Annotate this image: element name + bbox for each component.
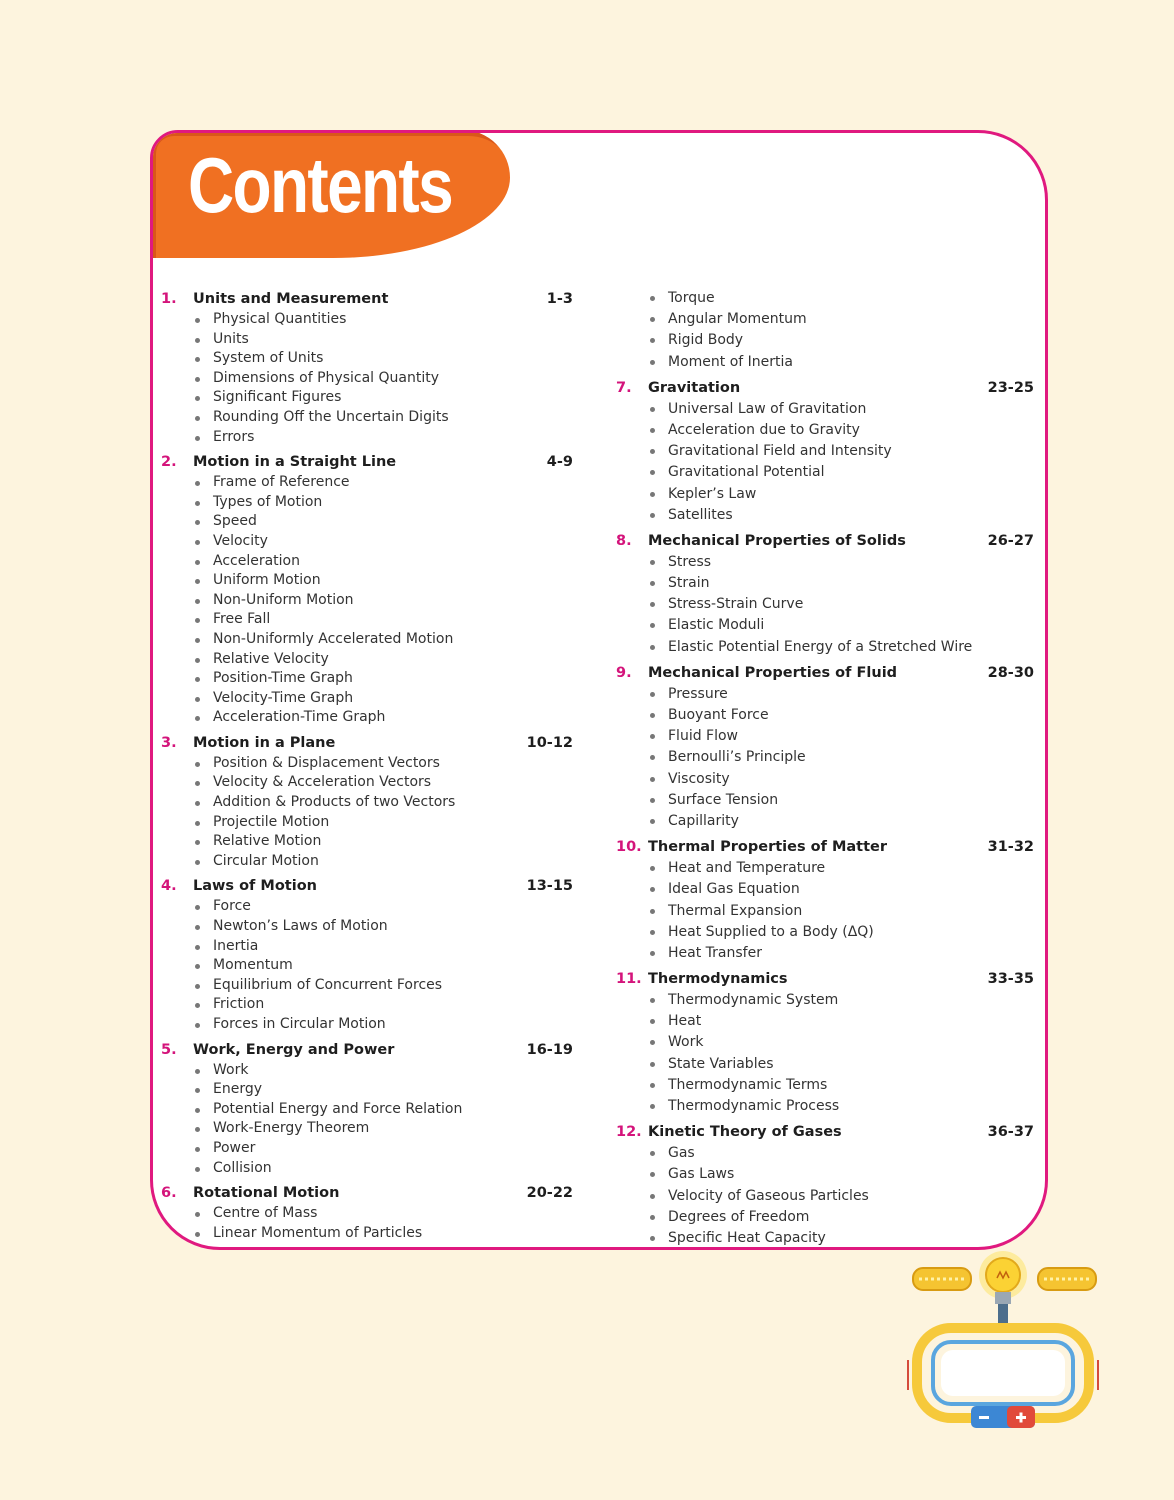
topic-item: Potential Energy and Force Relation	[161, 1100, 573, 1120]
topic-item: Stress	[616, 552, 1034, 573]
toc-chapter	[616, 968, 1034, 1117]
topic-item: Physical Quantities	[161, 310, 573, 330]
topic-item: Work	[161, 1061, 573, 1081]
topic-list	[161, 754, 573, 872]
topic-item: Centre of Mass	[161, 1204, 573, 1224]
topic-item: Angular Momentum	[616, 309, 1034, 330]
chapter-pages: 33-35	[987, 971, 1034, 988]
topic-item: Acceleration due to Gravity	[616, 420, 1034, 441]
toc-left-column	[161, 288, 573, 1247]
chapter-pages: 1-3	[546, 291, 573, 307]
chapter-number: 11.	[616, 971, 642, 988]
toc-chapter	[616, 1121, 1034, 1249]
chapter-number: 6.	[161, 1185, 177, 1202]
topic-item: Gas	[616, 1143, 1034, 1164]
topic-item: Satellites	[616, 505, 1034, 526]
topic-item: Inertia	[161, 937, 573, 957]
chapter-heading	[616, 968, 1034, 990]
topic-item: Ideal Gas Equation	[616, 879, 1034, 900]
chapter-pages: 26-27	[987, 532, 1034, 549]
topic-list	[161, 1204, 573, 1243]
circuit-wire	[908, 1328, 1098, 1418]
topic-list	[616, 858, 1034, 964]
topic-item: Speed	[161, 512, 573, 532]
topic-item: Heat and Temperature	[616, 858, 1034, 879]
topic-item: Forces in Circular Motion	[161, 1015, 573, 1035]
chapter-pages: 20-22	[526, 1185, 573, 1202]
topic-item: Heat Transfer	[616, 943, 1034, 964]
topic-item: Newton’s Laws of Motion	[161, 917, 573, 937]
chapter-heading	[161, 875, 573, 897]
toc-chapter	[616, 288, 1034, 373]
chapter-number: 12.	[616, 1124, 642, 1141]
topic-item: Kepler’s Law	[616, 484, 1034, 505]
topic-item: Position-Time Graph	[161, 669, 573, 689]
chapter-title: Thermodynamics	[648, 971, 788, 988]
topic-item: Elastic Moduli	[616, 615, 1034, 636]
topic-item: Significant Figures	[161, 388, 573, 408]
chapter-pages: 28-30	[987, 664, 1034, 681]
topic-item: Viscosity	[616, 769, 1034, 790]
topic-item: Friction	[161, 995, 573, 1015]
topic-item: Non-Uniform Motion	[161, 591, 573, 611]
topic-item: System of Units	[161, 349, 573, 369]
topic-item: Gravitational Field and Intensity	[616, 441, 1034, 462]
chapter-number: 9.	[616, 664, 632, 681]
toc-chapter	[616, 530, 1034, 658]
topic-item: Addition & Products of two Vectors	[161, 793, 573, 813]
chapter-pages: 13-15	[526, 878, 573, 895]
topic-item: Buoyant Force	[616, 705, 1034, 726]
chapter-title: Motion in a Plane	[193, 734, 336, 751]
resistor-left	[913, 1268, 971, 1290]
topic-item: Capillarity	[616, 811, 1034, 832]
topic-list	[161, 1061, 573, 1179]
chapter-number: 1.	[161, 291, 177, 307]
chapter-heading	[616, 662, 1034, 684]
chapter-title: Mechanical Properties of Fluid	[648, 664, 898, 681]
chapter-heading	[161, 451, 573, 473]
chapter-number: 7.	[616, 379, 632, 396]
topic-item: Non-Uniformly Accelerated Motion	[161, 630, 573, 650]
chapter-number: 3.	[161, 734, 177, 751]
chapter-pages: 10-12	[526, 734, 573, 751]
light-bulb-icon	[979, 1251, 1027, 1324]
topic-item: Elastic Potential Energy of a Stretched Wire	[616, 637, 1034, 658]
topic-item: Strain	[616, 573, 1034, 594]
topic-item: Relative Velocity	[161, 650, 573, 670]
topic-item: State Variables	[616, 1054, 1034, 1075]
toc-chapter	[161, 288, 573, 447]
topic-list	[616, 684, 1034, 832]
chapter-pages: 23-25	[987, 379, 1034, 396]
topic-item: Frame of Reference	[161, 473, 573, 493]
topic-item: Errors	[161, 428, 573, 448]
toc-chapter	[161, 451, 573, 728]
topic-item: Pressure	[616, 684, 1034, 705]
topic-item: Dimensions of Physical Quantity	[161, 369, 573, 389]
topic-item: Velocity & Acceleration Vectors	[161, 773, 573, 793]
topic-item: Free Fall	[161, 610, 573, 630]
topic-item: Relative Motion	[161, 832, 573, 852]
topic-list	[616, 1143, 1034, 1249]
chapter-title: Mechanical Properties of Solids	[648, 532, 906, 549]
topic-list	[616, 990, 1034, 1117]
topic-item: Work	[616, 1032, 1034, 1053]
toc-chapter	[616, 662, 1034, 832]
topic-item: Torque	[616, 288, 1034, 309]
circuit-illustration	[905, 1250, 1105, 1440]
topic-item: Acceleration-Time Graph	[161, 708, 573, 728]
topic-item: Units	[161, 330, 573, 350]
chapter-heading	[616, 836, 1034, 858]
chapter-number: 10.	[616, 839, 642, 856]
chapter-title: Motion in a Straight Line	[193, 454, 397, 471]
topic-item: Heat	[616, 1011, 1034, 1032]
topic-item: Bernoulli’s Principle	[616, 747, 1034, 768]
topic-list	[616, 288, 1034, 373]
topic-item: Moment of Inertia	[616, 352, 1034, 373]
topic-item: Velocity	[161, 532, 573, 552]
topic-item: Velocity of Gaseous Particles	[616, 1186, 1034, 1207]
resistor-right	[1038, 1268, 1096, 1290]
topic-item: Position & Displacement Vectors	[161, 754, 573, 774]
contents-card	[150, 130, 1048, 1250]
topic-item: Collision	[161, 1159, 573, 1179]
topic-item: Uniform Motion	[161, 571, 573, 591]
topic-item: Rigid Body	[616, 330, 1034, 351]
chapter-number: 5.	[161, 1041, 177, 1058]
chapter-heading	[161, 1039, 573, 1061]
topic-item: Power	[161, 1139, 573, 1159]
toc-right-column	[616, 288, 1034, 1250]
chapter-heading	[616, 530, 1034, 552]
chapter-pages: 4-9	[546, 454, 573, 471]
topic-item: Linear Momentum of Particles	[161, 1224, 573, 1244]
topic-list	[616, 399, 1034, 526]
topic-item: Gravitational Potential	[616, 462, 1034, 483]
chapter-heading	[616, 377, 1034, 399]
topic-item: Universal Law of Gravitation	[616, 399, 1034, 420]
topic-item: Stress-Strain Curve	[616, 594, 1034, 615]
chapter-heading	[161, 288, 573, 310]
battery-icon	[971, 1406, 1035, 1428]
topic-item: Circular Motion	[161, 852, 573, 872]
chapter-heading	[161, 732, 573, 754]
topic-item: Equilibrium of Concurrent Forces	[161, 976, 573, 996]
chapter-title: Work, Energy and Power	[193, 1041, 395, 1058]
toc-chapter	[161, 1182, 573, 1243]
topic-list	[161, 473, 573, 728]
chapter-title: Gravitation	[648, 379, 741, 396]
topic-item: Heat Supplied to a Body (ΔQ)	[616, 922, 1034, 943]
topic-list	[161, 310, 573, 447]
toc-chapter	[616, 836, 1034, 964]
topic-item: Thermodynamic System	[616, 990, 1034, 1011]
topic-item: Energy	[161, 1080, 573, 1100]
topic-item: Fluid Flow	[616, 726, 1034, 747]
chapter-pages: 16-19	[526, 1041, 573, 1058]
topic-item: Surface Tension	[616, 790, 1034, 811]
topic-item: Force	[161, 897, 573, 917]
topic-item: Thermodynamic Process	[616, 1096, 1034, 1117]
chapter-number: 8.	[616, 532, 632, 549]
topic-item: Thermal Expansion	[616, 901, 1034, 922]
chapter-title: Kinetic Theory of Gases	[648, 1124, 842, 1141]
contents-banner	[150, 130, 510, 258]
topic-item: Thermodynamic Terms	[616, 1075, 1034, 1096]
topic-item: Work-Energy Theorem	[161, 1119, 573, 1139]
chapter-number: 2.	[161, 454, 177, 471]
topic-list	[616, 552, 1034, 658]
topic-list	[161, 897, 573, 1034]
chapter-title: Laws of Motion	[193, 878, 317, 895]
chapter-pages: 36-37	[987, 1124, 1034, 1141]
toc-chapter	[161, 1039, 573, 1179]
topic-item: Projectile Motion	[161, 813, 573, 833]
chapter-pages: 31-32	[987, 839, 1034, 856]
topic-item: Momentum	[161, 956, 573, 976]
chapter-title: Rotational Motion	[193, 1185, 340, 1202]
chapter-title: Thermal Properties of Matter	[648, 839, 888, 856]
topic-item: Velocity-Time Graph	[161, 689, 573, 709]
topic-item: Degrees of Freedom	[616, 1207, 1034, 1228]
chapter-title: Units and Measurement	[193, 291, 389, 307]
toc-chapter	[616, 377, 1034, 526]
chapter-heading	[161, 1182, 573, 1204]
page-title: Contents	[188, 141, 453, 229]
topic-item: Acceleration	[161, 552, 573, 572]
chapter-heading	[616, 1121, 1034, 1143]
toc-chapter	[161, 732, 573, 872]
topic-item: Specific Heat Capacity	[616, 1228, 1034, 1249]
topic-item: Rounding Off the Uncertain Digits	[161, 408, 573, 428]
toc-chapter	[161, 875, 573, 1034]
topic-item: Types of Motion	[161, 493, 573, 513]
topic-item: Gas Laws	[616, 1164, 1034, 1185]
chapter-number: 4.	[161, 878, 177, 895]
